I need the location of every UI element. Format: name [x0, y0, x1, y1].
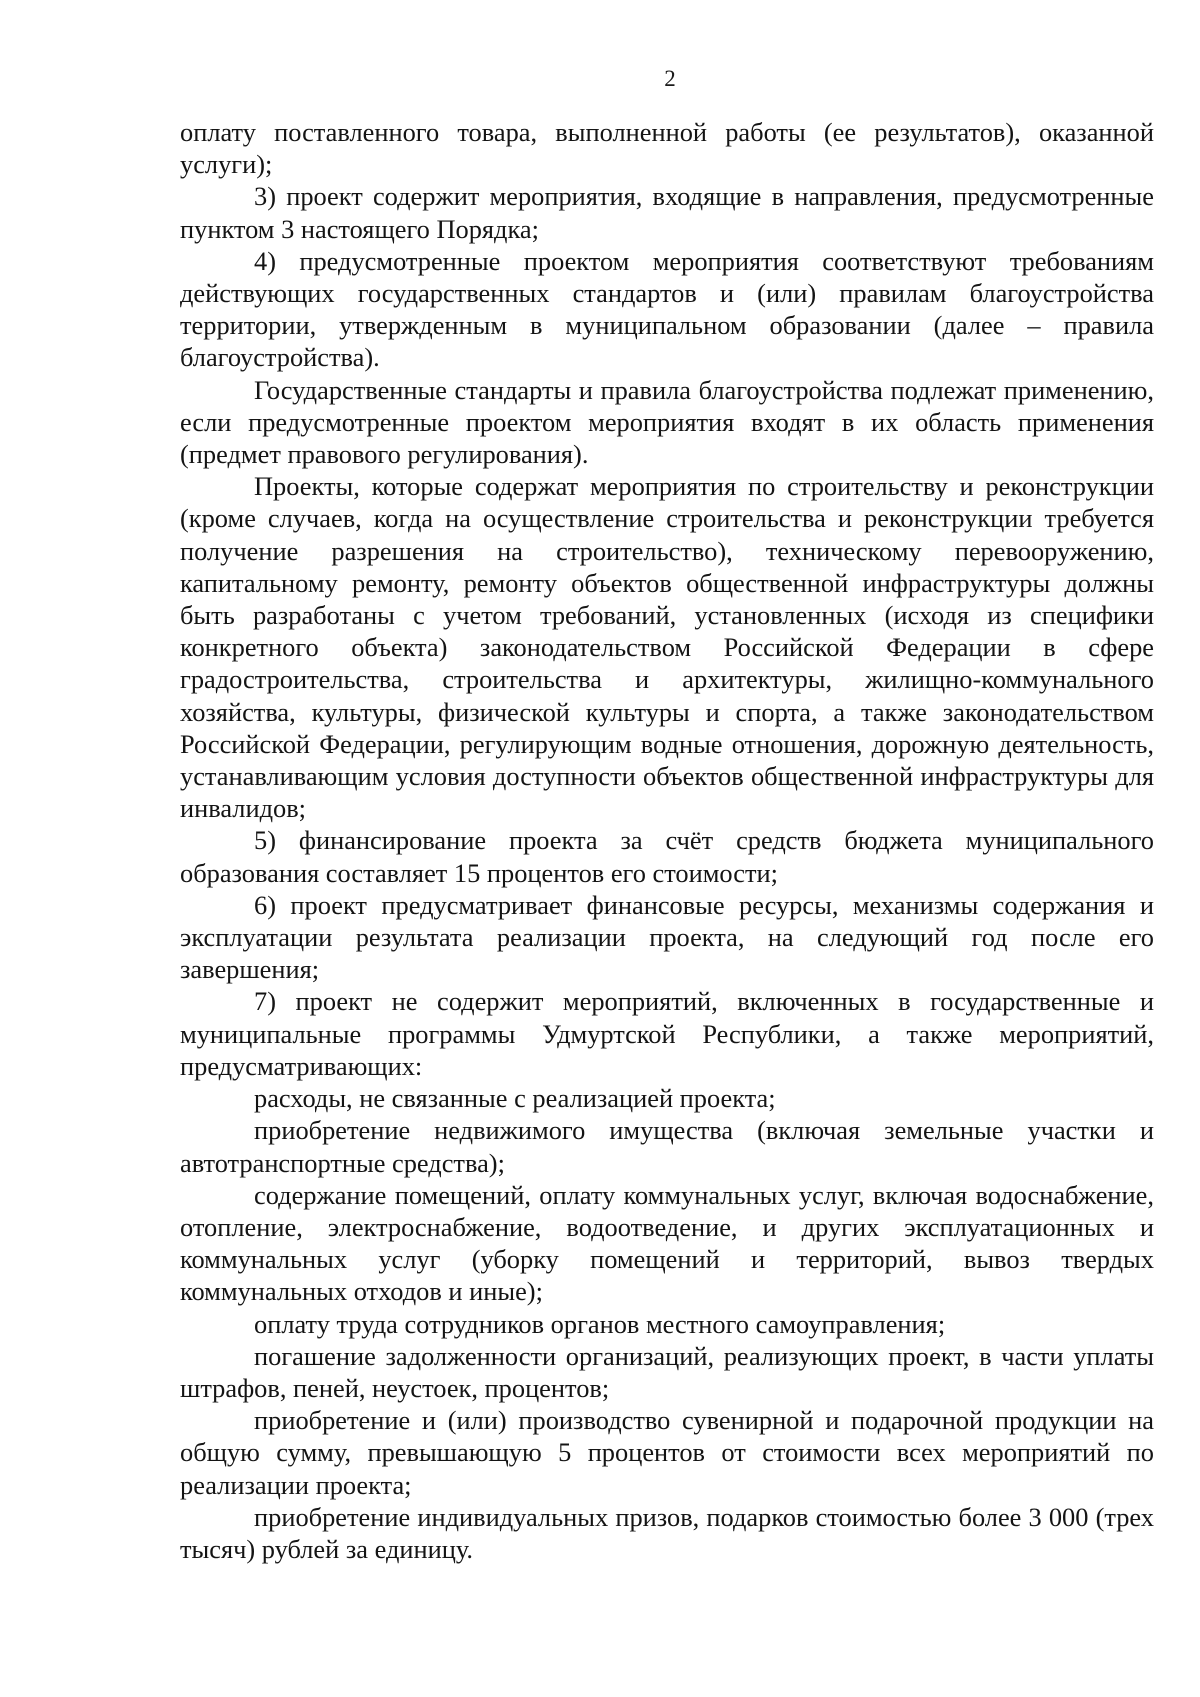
paragraph: оплату труда сотрудников органов местного самоуправления;: [254, 1308, 946, 1339]
paragraph: содержание помещений, оплату коммунальных услуг, включая водоснабжение, отопление, электроснабжение, водоотведение, и других эксплуатационных и коммунальных услуг (уборку помещений и территорий, вывоз твердых коммунальных отходов и иные);: [180, 1179, 1154, 1307]
paragraph: погашение задолженности организаций, реализующих проект, в части уплаты штрафов, пеней, неустоек, процентов;: [180, 1340, 1154, 1403]
paragraph: Государственные стандарты и правила благоустройства подлежат применению, если предусмотренные проектом мероприятия входят в их область применения (предмет правового регулирования).: [180, 374, 1154, 470]
document-body: [180, 116, 1154, 1565]
page-number: 2: [664, 66, 676, 91]
paragraph: приобретение и (или) производство сувенирной и подарочной продукции на общую сумму, превышающую 5 процентов от стоимости всех мероприятий по реализации проекта;: [180, 1405, 1154, 1500]
paragraph: приобретение недвижимого имущества (включая земельные участки и автотранспортные средства);: [180, 1115, 1154, 1178]
paragraph: 3) проект содержит мероприятия, входящие в направления, предусмотренные пунктом 3 настоящего Порядка;: [180, 181, 1154, 244]
paragraph: 4) предусмотренные проектом мероприятия соответствуют требованиям действующих государственных стандартов и (или) правилам благоустройства территории, утвержденным в муниципальном образовании (далее – правила благоустройства).: [180, 245, 1154, 373]
paragraph: 5) финансирование проекта за счёт средств бюджета муниципального образования составляет 15 процентов его стоимости;: [180, 825, 1154, 888]
paragraph: Проекты, которые содержат мероприятия по строительству и реконструкции (кроме случаев, когда на осуществление строительства и реконструкции требуется получение разрешения на строительство), техническому перевооружению, капитальному ремонту, ремонту объектов общественной инфраструктуры должны быть разработаны с учетом требований, установленных (исходя из специфики конкретного объекта) законодательством Российской Федерации в сфере градостроительства, строительства и архитектуры, жилищно-коммунального хозяйства, культуры, физической культуры и спорта, а также законодательством Российской Федерации, регулирующим водные отношения, дорожную деятельность, устанавливающим условия доступности объектов общественной инфраструктуры для инвалидов;: [180, 471, 1154, 824]
paragraph: расходы, не связанные с реализацией проекта;: [254, 1083, 776, 1114]
paragraph: приобретение индивидуальных призов, подарков стоимостью более 3 000 (трех тысяч) рублей за единицу.: [180, 1501, 1154, 1564]
paragraph: 6) проект предусматривает финансовые ресурсы, механизмы содержания и эксплуатации результата реализации проекта, на следующий год после его завершения;: [180, 889, 1154, 985]
paragraph: оплату поставленного товара, выполненной работы (ее результатов), оказанной услуги);: [180, 117, 1154, 180]
paragraph: 7) проект не содержит мероприятий, включенных в государственные и муниципальные программы Удмуртской Республики, а также мероприятий, предусматривающих:: [180, 986, 1154, 1081]
